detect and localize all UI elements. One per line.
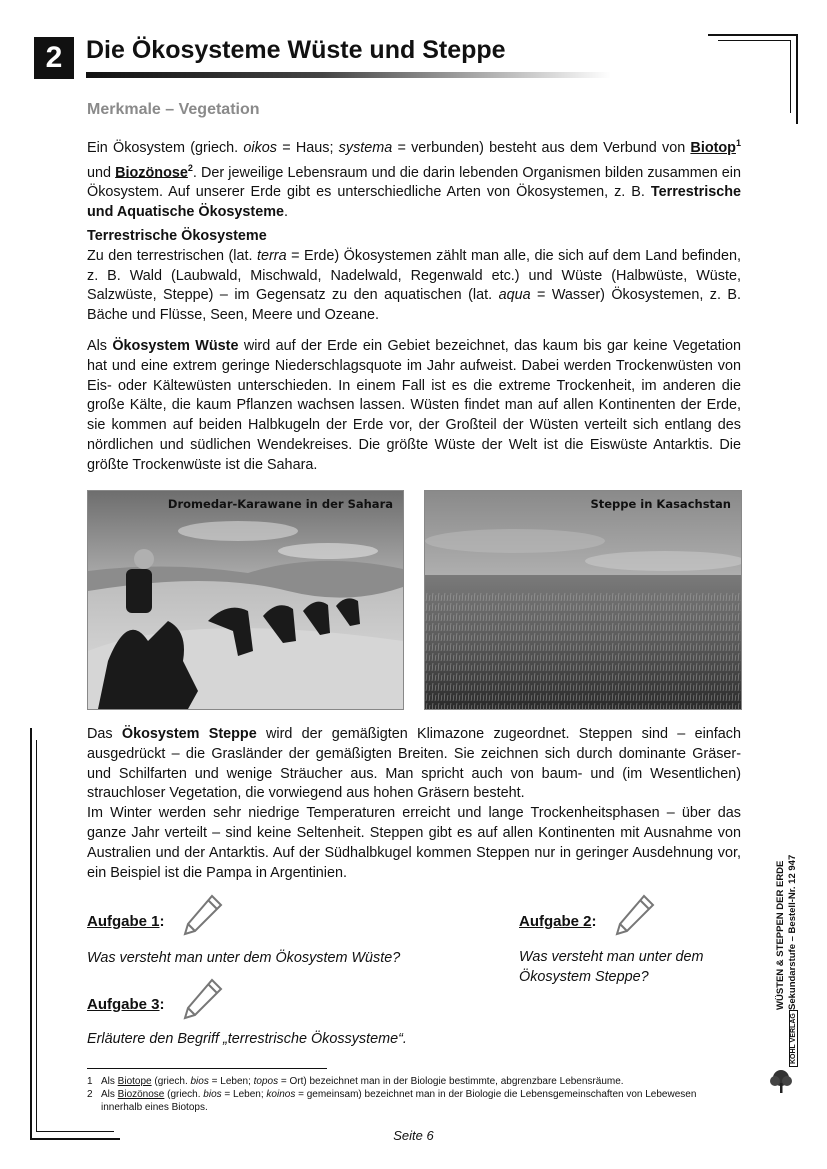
frame-top-right-h1 [708,34,798,36]
chapter-number: 2 [34,37,74,79]
steppe-photo [424,490,742,710]
intro-paragraph: Ein Ökosystem (griech. oikos = Haus; systema = verbunden) besteht aus dem Verbund von Biotop$^1$ und Biozönose$^2$. Der jeweilige Lebensraum und die darin lebenden Organismen bilden zusammen ein Ökosystem. Auf unserer Erde gibt es unterschiedliche Arten von Ökosystemen, z. B. Terrestrische und Aquatische Ökosysteme. [87,138,742,220]
frame-bottom-left-v2 [36,740,37,1132]
footnote-1: 1 Als Biotope (griech. bios = Leben; topos = Ort) bezeichnet man in der Biologie bestimmte, abgrenzbare Lebensräume. [87,1076,624,1087]
page-number: Seite 6 [393,1128,434,1143]
publisher-logo [769,1013,803,1095]
desert-caravan-photo [87,490,404,710]
task-1-question: Was versteht man unter dem Ökosystem Wüste? [87,950,401,966]
terrestrial-paragraph: Terrestrische Ökosysteme Zu den terrestrischen (lat. terra = Erde) Ökosystemen zählt man alle, die sich auf dem Land befinden, z. B. Wald (Laubwald, Mischwald, Nadelwald, Regenwald etc.) und Wüste (Halbwüste, Wüste, Salzwüste, Steppe) – im Gegensatz zu den aquatischen (lat. aqua = Wasser) Ökosystemen, z. B. Bäche und Flüsse, Seen, Meere und Ozeane. [87,228,742,324]
side-series-info [775,855,799,1010]
footnote-2: 2 Als Biozönose (griech. bios = Leben; koinos = gemeinsam) bezeichnet man in der Biologie die Lebensgemeinschaften von Lebewesen innerhalb eines Biotops. [87,1089,697,1113]
pencil-icon [614,893,656,937]
steppe-paragraph: Das Ökosystem Steppe wird der gemäßigten Klimazone zugeordnet. Steppen sind – einfach ausgedrückt – die Grasländer der gemäßigten Breiten. Sie zeichnen sich durch dominante Gräser- und Schilfarten und wenige Sträucher aus. Man spricht auch von baum- und (im Wesentlichen) strauchloser Vegetation, die vorwiegend aus hohen Gräsern besteht. Im Winter werden sehr niedrige Temperaturen erreicht und lange Trockenheitsphasen – über das ganze Jahr verteilt – sind keine Seltenheit. Steppen gibt es auf allen Kontinenten mit Ausnahme von Australien und der Antarktis. Auf der Südhalbkugel kommen Steppen nur in geringer Ausdehnung vor, ein Beispiel ist die Pampa in Argentinien. [87,726,741,881]
side-order-number: Sekundarstufe – Bestell-Nr. 12 947 [787,854,798,1010]
tree-logo-icon [769,1069,793,1095]
biozoenose-term: Biozönose [115,164,188,181]
frame-top-right-v2 [790,40,791,113]
pencil-icon [182,893,224,937]
terrestrial-heading: Terrestrische Ökosysteme [87,228,267,244]
pencil-icon [182,977,224,1021]
steppe-photo-caption: Steppe in Kasachstan [590,497,731,511]
frame-top-right-h2 [718,40,791,41]
page-title: Die Ökosysteme Wüste und Steppe [86,36,506,64]
task-3-question: Erläutere den Begriff „terrestrische Ökossysteme“. [87,1031,407,1047]
desert-photo-caption: Dromedar-Karawane in der Sahara [167,497,393,511]
side-series-title: WÜSTEN & STEPPEN DER ERDE [775,860,786,1010]
desert-paragraph: Als Ökosystem Wüste wird auf der Erde ein Gebiet bezeichnet, das kaum bis gar keine Vegetation hat und eine extrem geringe Niederschlagsquote im Jahr aufweist. Dabei werden Trockenwüsten von Eis- oder Kältewüsten unterschieden. In einem Fall ist es die extreme Trockenheit, im anderen die große Kälte, die kaum Pflanzen wachsen lassen. Wüsten findet man auf allen Kontinenten der Erde, sie kommen auf beiden Halbkugeln der Erde vor, der Großteil der Wüsten verteilt sich entlang des nördlichen und südlichen Wendekreises. Die größte Wüste der Welt ist die Eiswüste Antarktis. Die größte Trockenwüste ist die Sahara. [87,338,741,473]
task-2-label: Aufgabe 2: [519,913,597,930]
section-subheading: Merkmale – Vegetation [87,101,260,118]
task-3-label: Aufgabe 3: [87,996,165,1013]
frame-bottom-left-v1 [30,728,32,1140]
task-1-label: Aufgabe 1: [87,913,165,930]
frame-top-right-v1 [796,34,798,124]
task-2-question: Was versteht man unter dem Ökosystem Steppe? [519,949,704,985]
title-underline-gradient [86,72,611,78]
footnote-divider [87,1068,327,1069]
biotop-term: Biotop [690,139,736,156]
publisher-name: KOHL VERLAG [789,1010,798,1067]
